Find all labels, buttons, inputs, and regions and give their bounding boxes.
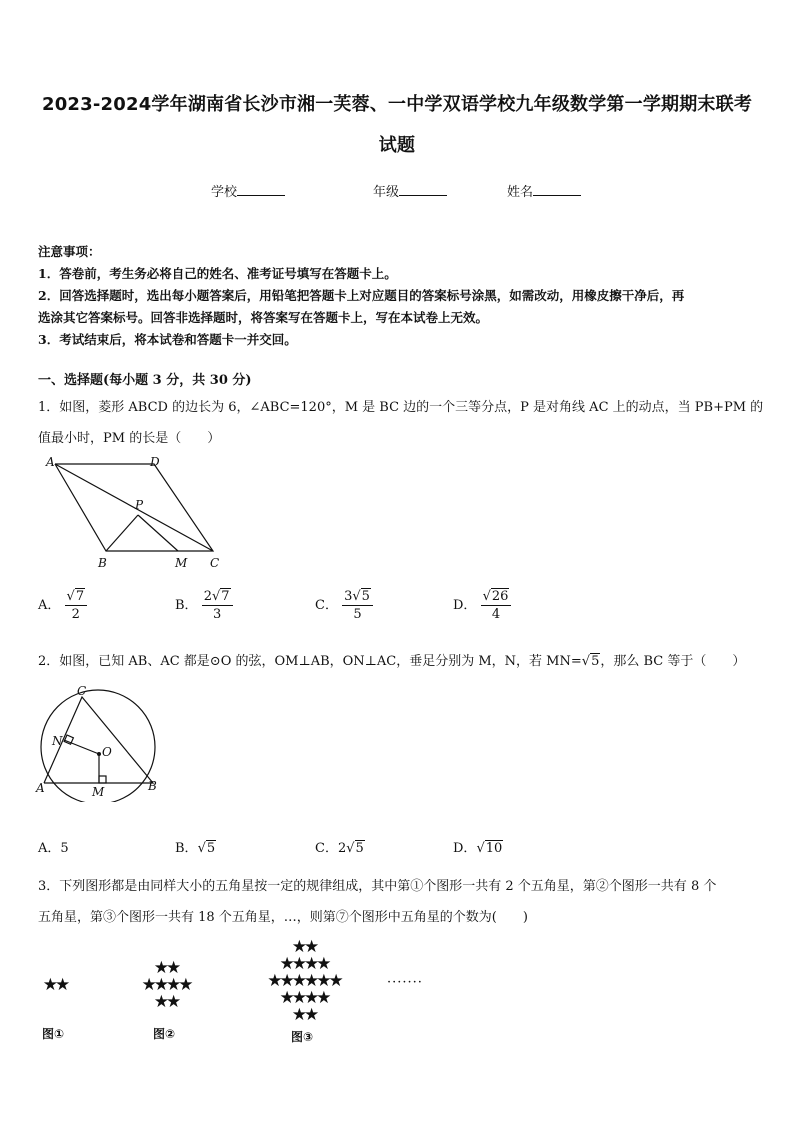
- option-letter: C．: [315, 841, 338, 856]
- segment-pb: [106, 515, 138, 551]
- grade-blank: [399, 183, 447, 196]
- fraction: $\frac{√7}{2}$: [65, 588, 88, 623]
- radicand: 7: [75, 589, 85, 604]
- radicand: 5: [361, 589, 370, 604]
- q1-line1: 1．如图，菱形 ABCD 的边长为 6，∠ABC=120°，M 是 BC 边的一个三等分点，P 是对角线 AC 上的动点，当 PB+PM 的: [38, 400, 764, 415]
- star-row: ★★★★: [141, 975, 191, 995]
- q2-option-b: B．√5: [175, 841, 216, 856]
- label-m: M: [175, 556, 188, 570]
- denominator: 3: [212, 607, 222, 622]
- pattern-ellipsis: ·······: [387, 975, 423, 990]
- coefficient: 2: [337, 841, 347, 856]
- diagonal-ac: [55, 464, 213, 551]
- option-letter: D．: [453, 841, 477, 856]
- name-blank: [533, 183, 581, 196]
- option-letter: A．: [38, 598, 61, 613]
- option-letter: D．: [453, 598, 477, 613]
- notice-item-1: 1．答卷前，考生务必将自己的姓名、准考证号填写在答题卡上。: [38, 266, 397, 281]
- q2-radicand: 5: [591, 654, 600, 669]
- star-row: ★★: [291, 1005, 317, 1025]
- grade-label: 年级: [373, 185, 400, 200]
- q2-circle-figure: [32, 682, 162, 802]
- notice-item-3: 3．考试结束后，将本试卷和答题卡一并交回。: [38, 332, 297, 347]
- label-a: A: [36, 781, 45, 795]
- q1-option-c: [315, 588, 373, 623]
- q1-rhombus-figure: [38, 452, 228, 574]
- star-row: ★★★★★★: [267, 971, 341, 991]
- school-blank: [237, 183, 285, 196]
- star-pattern-3: [256, 939, 352, 1024]
- center-point: [97, 752, 101, 756]
- q1-line2: 值最小时，PM 的长是（ ）: [38, 431, 221, 446]
- exam-title-line1: 2023-2024学年湖南省长沙市湘一芙蓉、一中学双语学校九年级数学第一学期期末联考: [41, 94, 753, 115]
- label-c: C: [77, 684, 87, 698]
- q2-option-c: C．2√5: [315, 841, 364, 856]
- denominator: 2: [71, 607, 80, 622]
- radicand: 5: [206, 841, 216, 856]
- label-a: A: [46, 455, 55, 469]
- figure-1-label: 图①: [42, 1027, 65, 1041]
- coefficient: 2: [203, 589, 212, 604]
- notice-block: [38, 241, 758, 351]
- option-letter: B．: [175, 841, 198, 856]
- notice-item-2a: 2．回答选择题时，选出每小题答案后，用铅笔把答题卡上对应题目的答案标号涂黑，如需改动，用橡皮擦干净后，再: [38, 288, 685, 303]
- notice-item-2b: 选涂其它答案标号。回答非选择题时，将答案写在答题卡上，写在本试卷上无效。: [38, 310, 489, 325]
- label-m: M: [92, 785, 105, 799]
- q2-option-a: [38, 837, 69, 856]
- radicand: 7: [221, 589, 230, 604]
- star-row: ★★: [291, 937, 317, 957]
- label-b: B: [98, 556, 107, 570]
- option-letter: C．: [315, 598, 338, 613]
- star-row: ★★: [42, 975, 68, 995]
- school-field: [211, 181, 285, 200]
- coefficient: 3: [344, 589, 353, 604]
- radicand: 5: [355, 841, 364, 856]
- notice-heading: 注意事项：: [38, 244, 101, 259]
- radicand: 26: [491, 589, 509, 604]
- star-row: ★★: [153, 958, 179, 978]
- star-pattern-2: [134, 960, 198, 1011]
- figure-3-label: 图③: [291, 1030, 314, 1044]
- segment-on: [64, 740, 99, 754]
- figure-2-label: 图②: [153, 1027, 176, 1041]
- name-field: [507, 181, 581, 200]
- fraction: $\frac{3√5}{5}$: [342, 588, 373, 623]
- denominator: 4: [491, 607, 501, 622]
- q1-option-a: [38, 588, 87, 623]
- q2-text-post: ，那么 BC 等于（ ）: [600, 654, 746, 669]
- q1-option-b: [175, 588, 233, 623]
- fraction: $\frac{√26}{4}$: [481, 588, 512, 623]
- q2-text-pre: 2．如图，已知 AB、AC 都是⊙O 的弦，OM⊥AB，ON⊥AC，垂足分别为 M，N，若 MN=: [38, 654, 582, 669]
- q1-option-d: [453, 588, 511, 623]
- star-row: ★★★★: [279, 988, 329, 1008]
- q2-line1: 2．如图，已知 AB、AC 都是⊙O 的弦，OM⊥AB，ON⊥AC，垂足分别为 M，N，若 MN=√5，那么 BC 等于（ ）: [38, 654, 746, 669]
- option-letter: B．: [175, 598, 198, 613]
- q2-option-d: D．√10: [453, 841, 503, 856]
- fraction: $\frac{2√7}{3}$: [202, 588, 233, 623]
- label-p: P: [135, 498, 144, 512]
- label-d: D: [150, 455, 160, 469]
- name-label: 姓名: [507, 185, 534, 200]
- label-c: C: [210, 556, 220, 570]
- section-heading: 一、选择题(每小题 3 分，共 30 分): [38, 373, 252, 388]
- radicand: 10: [485, 841, 503, 856]
- label-o: O: [102, 745, 112, 759]
- right-angle-m: [99, 776, 106, 783]
- exam-title-line2: 试题: [378, 135, 416, 156]
- label-b: B: [148, 779, 157, 793]
- grade-field: [373, 181, 447, 200]
- q3-line2: 五角星，第③个图形一共有 18 个五角星，…，则第⑦个图形中五角星的个数为( ): [38, 910, 528, 925]
- label-n: N: [52, 734, 63, 748]
- school-label: 学校: [211, 185, 238, 200]
- denominator: 5: [353, 607, 362, 622]
- option-value: 5: [60, 841, 69, 856]
- q3-line1: 3．下列图形都是由同样大小的五角星按一定的规律组成，其中第①个图形一共有 2 个五角星，第②个图形一共有 8 个: [38, 879, 717, 894]
- star-pattern-1: [38, 977, 72, 994]
- option-letter: A．: [38, 841, 61, 856]
- star-row: ★★: [153, 992, 179, 1012]
- star-row: ★★★★: [279, 954, 329, 974]
